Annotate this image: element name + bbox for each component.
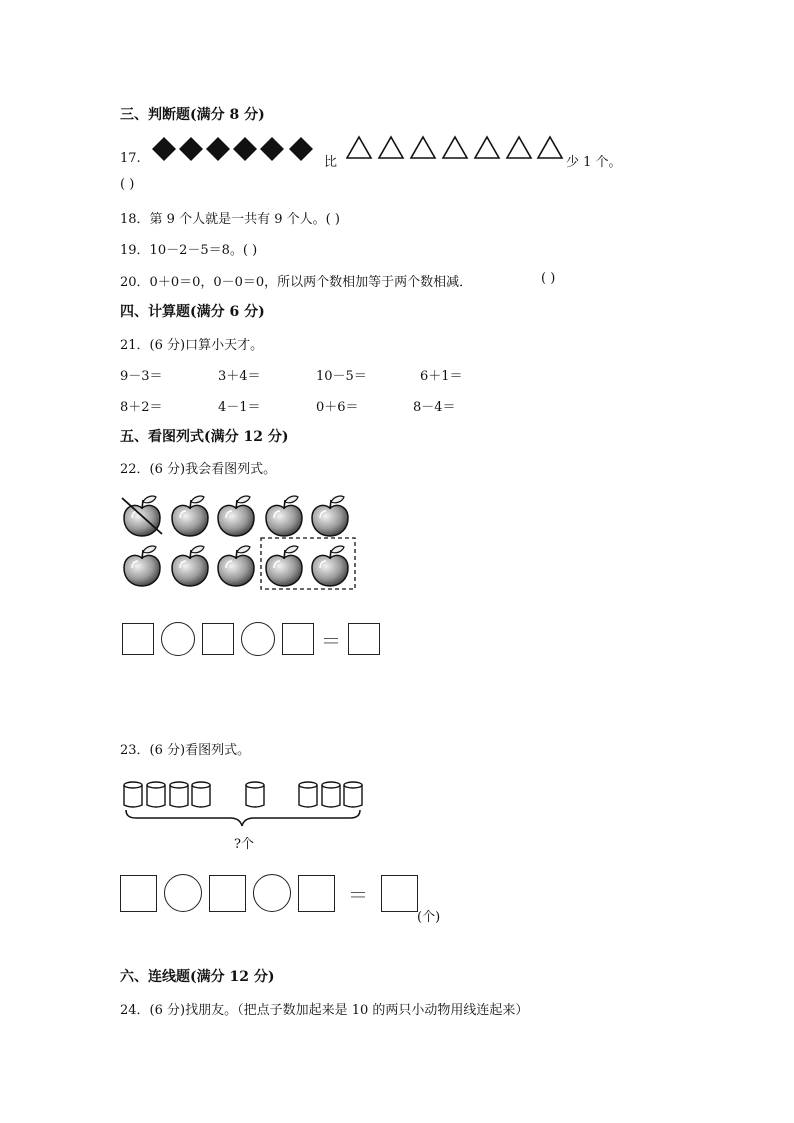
section-3-title: 三、判断题(满分 8 分) [120,107,265,123]
answer-box[interactable] [209,875,246,912]
apple-icon [218,546,254,586]
operator-circle[interactable] [161,622,195,656]
cup-icon [147,782,165,807]
apple-icon [266,496,302,536]
section-6-title: 六、连线题(满分 12 分) [120,969,275,985]
apple-icon [312,496,348,536]
diamond-icon [260,137,284,161]
section-5-title: 五、看图列式(满分 12 分) [120,429,289,445]
q21-item: 0＋6＝ [316,400,359,415]
q21-item: 6＋1＝ [420,369,463,384]
q23-stem: 23．(6 分)看图列式。 [120,743,251,758]
cup-icon [192,782,210,807]
q23-equation [120,874,418,912]
q22-apples-picture [116,488,366,594]
q19-text: 19．10－2－5＝8。( ) [120,243,258,258]
cup-icon [299,782,317,807]
cup-icon [170,782,188,807]
equals-sign: ＝ [348,882,368,907]
q17-number: 17. [120,151,141,166]
q20-answer-paren[interactable]: ( ) [541,271,556,286]
q17-bi: 比 [324,155,338,170]
cup-icon [124,782,142,807]
q18-text: 18．第 9 个人就是一共有 9 个人。( ) [120,212,340,227]
q21-item: 4－1＝ [218,400,261,415]
q23-cups-picture [118,778,370,828]
apple-icon [312,546,348,586]
diamond-icon [179,137,203,161]
triangle-icon [538,137,562,158]
q21-item: 10－5＝ [316,369,367,384]
answer-box[interactable] [202,623,234,655]
triangle-icon [411,137,435,158]
section-4-title: 四、计算题(满分 6 分) [120,304,265,320]
q22-equation [122,622,380,656]
q21-item: 3＋4＝ [218,369,261,384]
diamond-icon [152,137,176,161]
equals-sign: ＝ [321,628,341,653]
diamond-icon [289,137,313,161]
apple-icon [172,546,208,586]
answer-box[interactable] [122,623,154,655]
q22-stem: 22．(6 分)我会看图列式。 [120,462,277,477]
q24-text: 24．(6 分)找朋友。（把点子数加起来是 10 的两只小动物用线连起来） [120,1003,529,1018]
curly-brace [126,810,360,826]
operator-circle[interactable] [241,622,275,656]
triangle-icon [347,137,371,158]
apple-icon [266,546,302,586]
triangle-icon [507,137,531,158]
operator-circle[interactable] [164,874,202,912]
q17-triangles [346,135,564,161]
answer-box[interactable] [348,623,380,655]
diamond-icon [233,137,257,161]
triangle-icon [443,137,467,158]
answer-box[interactable] [282,623,314,655]
q23-brace-label: ?个 [234,837,254,852]
cup-icon [246,782,264,807]
q17-answer-paren[interactable]: ( ) [120,177,135,192]
cup-icon [322,782,340,807]
cup-icon [344,782,362,807]
triangle-icon [475,137,499,158]
diamond-icon [206,137,230,161]
q21-stem: 21．(6 分)口算小天才。 [120,338,264,353]
q17-tail: 少 1 个。 [566,155,622,170]
q21-item: 9－3＝ [120,369,163,384]
apple-icon [218,496,254,536]
answer-box[interactable] [298,875,335,912]
q21-item: 8＋2＝ [120,400,163,415]
answer-box[interactable] [381,875,418,912]
triangle-icon [379,137,403,158]
q20-text: 20．0＋0＝0，0－0＝0，所以两个数相加等于两个数相减． [120,275,473,290]
q21-item: 8－4＝ [413,400,456,415]
apple-icon [172,496,208,536]
apple-icon [124,546,160,586]
q17-diamonds [150,135,322,165]
q23-unit: (个) [417,910,441,925]
answer-box[interactable] [120,875,157,912]
operator-circle[interactable] [253,874,291,912]
